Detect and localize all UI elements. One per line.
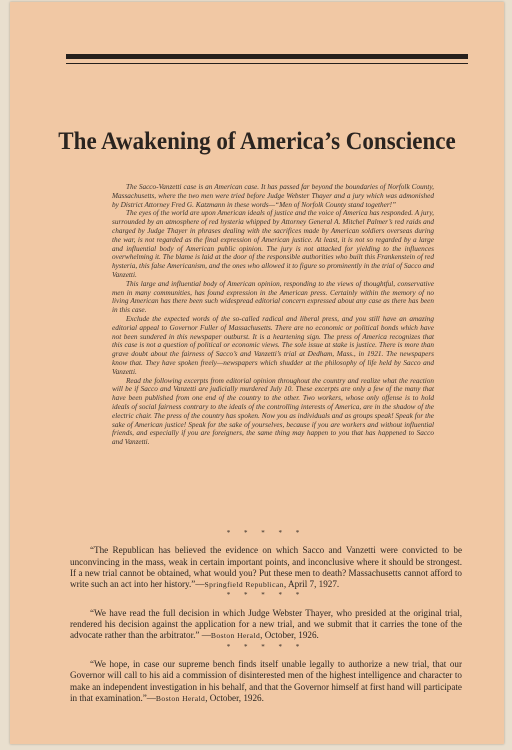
header-rule-thick [66,54,468,59]
quote-date: , October, 1926. [260,630,319,641]
intro-body [112,183,434,447]
paragraph: The eyes of the world are upon American ideals of justice and the voice of America has responded. A jury, surrounded by an atmosphere of red hysteria whipped by Attorney General A. Mitchel Palmer’s red raids and charged by Judge Thayer in phrases dealing with the sacrifices made by American soldiers overseas during the war, is not regarded as the final expression of American justice. At least, it is not so regarded by a large and influential body of American public opinion. The jury is not attacked for yielding to the influences overwhelming it. The blame is laid at the door of the responsible authorities who built this Frankenstein of red hysteria, this false Americanism, and the ones who allowed it to figure so prominently in the trial of Sacco and Vanzetti. [112,209,434,279]
quote-date: , October, 1926. [205,692,264,703]
quote-republican [70,545,462,590]
quote-source: Boston Herald [210,631,261,641]
page-title: The Awakening of America’s Conscience [58,128,456,155]
quote-date: , April 7, 1927. [283,579,340,590]
quote-herald-1 [70,608,462,642]
newspaper-page [10,2,504,744]
paragraph: Read the following excerpts from editorial opinion throughout the country and realize what the reaction will be if Sacco and Vanzetti are judicially murdered July 10. These excerpts are only a few of the many that have been published from one end of the country to the other. Two workers, whose only offense is to hold ideals of social fairness contrary to the ideals of the controlling interests of America, are in the shadow of the electric chair. The press of the country has spoken. Now you as individuals and as groups speak! Speak for the sake of American justice! Speak for the sake of yourselves, because if you are workers and without influential friends, and especially if you are foreigners, the same thing may happen to you that has happened to Sacco and Vanzetti. [112,376,434,447]
paragraph: This large and influential body of American opinion, responding to the views of thoughtful, conservative men in many communities, has found expression in the American press. Certainly within the memory of no living American has there been such widespread editorial concern expressed about any case as there has been in this case. [112,279,434,315]
quote-text: “The Republican has believed the evidence on which Sacco and Vanzetti were convicted to be unconvincing in the mass, weak in certain important points, and inconclusive where it should be strongest. If a new trial cannot be obtained, what would you? Put these men to death? Massachusetts cannot afford to write such an act into her history.”— [70,545,462,590]
editorial-excerpts [70,528,462,704]
star-separator: * * * * * [226,591,306,600]
star-separator: * * * * * [226,529,306,537]
quote-text: “We hope, in case our supreme bench finds itself unable legally to authorize a new trial, that our Governor will call to his aid a commission of disinterested men of the highest intelligence and character to make an independent investigation in his behalf, and that the Governor himself at first hand will participate in that examination.”— [70,658,462,703]
quote-text: “We have read the full decision in which Judge Webster Thayer, who presided at the original trial, rendered his decision against the application for a new trial, and we submit that it carries the tone of the advocate rather than the arbitrator.” — [70,607,462,641]
quote-herald-2 [70,659,462,704]
star-separator: * * * * * [226,642,306,651]
quote-source: Boston Herald [155,693,206,703]
quote-source: Springfield Republican [204,580,284,590]
paragraph: Exclude the expected words of the so-called radical and liberal press, and you still have an amazing editorial appeal to Governor Fuller of Massachusetts. There are no economic or political bonds which have not been sundered in this newspaper outburst. It is a heartening sign. The press of America recognizes that this case is not a question of political or economic views. The sole issue at stake is justice. There is more than grave doubt about the fairness of Sacco’s and Vanzetti’s trial at Dedham, Mass., in 1921. The newspapers know that. They have spoken freely—newspapers which shudder at the philosophy of life held by Sacco and Vanzetti. [112,314,434,376]
paragraph: The Sacco-Vanzetti case is an American case. It has passed far beyond the boundaries of Norfolk County, Massachusetts, where the two men were tried before Judge Webster Thayer and a jury which was admonished by District Attorney Fred G. Katzmann in these words—“Men of Norfolk County stand together!” [112,183,434,209]
header-rule-thin [66,63,468,64]
